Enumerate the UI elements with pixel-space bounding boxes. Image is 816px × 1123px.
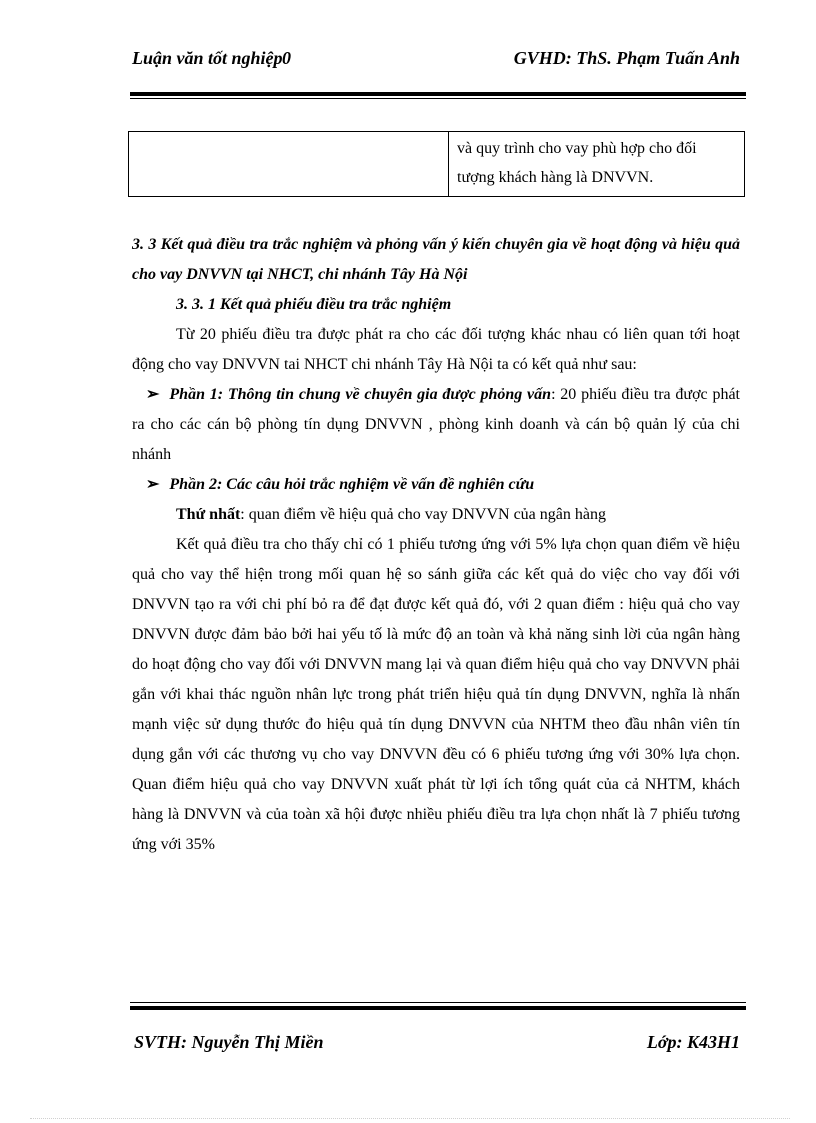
page-header (132, 48, 740, 72)
footer-class: Lớp: K43H1 (646, 1032, 740, 1052)
page-number: 0 (282, 48, 291, 68)
part2-paragraph (132, 470, 740, 500)
result-paragraph: Kết quả điều tra cho thấy chỉ có 1 phiếu tương ứng với 5% lựa chọn quan điểm về hiệu quả cho vay thể hiện trong mối quan hệ so sánh giữa các kết quả do việc cho vay đối với DNVVN tạo ra với chi phí bỏ ra để đạt được kết quả đó, với 2 quan điểm : hiệu quả cho vay DNVVN được đảm bảo bởi hai yếu tố là mức độ an toàn và khả năng sinh lời của ngân hàng do hoạt động cho vay đối với DNVVN mang lại và quan điểm hiệu quả cho vay DNVVN phải gắn với khai thác nguồn nhân lực trong phát triển hiệu quả tín dụng DNVVN, nghĩa là nhấn mạnh việc sử dụng thước đo hiệu quả tín dụng DNVVN của NHTM theo đầu nhân viên tín dụng gắn với các thương vụ cho vay DNVVN đều có 6 phiếu tương ứng với 30% lựa chọn. Quan điểm hiệu quả cho vay DNVVN xuất phát từ lợi ích tổng quát của cả NHTM, khách hàng là DNVVN và của toàn xã hội được nhiều phiếu điều tra lựa chọn nhất là 7 phiếu tương ứng với 35% (132, 536, 740, 853)
arrow-bullet-icon: ➢ (146, 476, 160, 493)
header-advisor: GVHD: ThS. Phạm Tuấn Anh (513, 48, 740, 68)
first-label: Thứ nhất (176, 506, 241, 523)
first-question-paragraph (132, 500, 740, 530)
subsection-heading: 3. 3. 1 Kết quả phiếu điều tra trắc nghiệm (176, 296, 452, 313)
part1-paragraph (132, 380, 740, 470)
table-cell-text: và quy trình cho vay phù hợp cho đối tượng khách hàng là DNVVN. (449, 132, 745, 197)
header-rule-thick (130, 92, 746, 96)
footer-rule-thin (130, 1002, 746, 1003)
header-rule-thin (130, 98, 746, 99)
page-bottom-border (30, 1118, 790, 1119)
arrow-bullet-icon: ➢ (146, 386, 160, 403)
document-body (132, 230, 740, 860)
part1-text: : 20 phiếu điều tra được phát ra cho các cán bộ phòng tín dụng DNVVN , phòng kinh doanh và cán bộ quản lý của chi nhánh (132, 386, 740, 463)
first-text: : quan điểm về hiệu quả cho vay DNVVN của ngân hàng (240, 506, 606, 523)
section-heading: 3. 3 Kết quả điều tra trắc nghiệm và phỏng vấn ý kiến chuyên gia về hoạt động và hiệu quả cho vay DNVVN tại NHCT, chi nhánh Tây Hà Nội (132, 236, 740, 283)
footer-student: SVTH: Nguyễn Thị Miền (134, 1032, 324, 1052)
footer-rule-thick (130, 1006, 746, 1010)
table-row (129, 132, 745, 197)
part1-title: Phần 1: Thông tin chung về chuyên gia được phỏng vấn (169, 386, 552, 403)
page-footer (134, 1032, 740, 1056)
part2-title: Phần 2: Các câu hỏi trắc nghiệm về vấn đề nghiên cứu (169, 476, 535, 493)
header-thesis-title: Luận văn tốt nghiệp (132, 48, 283, 68)
continued-table (128, 131, 745, 197)
table-cell-empty (129, 132, 449, 197)
intro-paragraph: Từ 20 phiếu điều tra được phát ra cho các đối tượng khác nhau có liên quan tới hoạt động cho vay DNVVN tai NHCT chi nhánh Tây Hà Nội ta có kết quả như sau: (132, 326, 740, 373)
